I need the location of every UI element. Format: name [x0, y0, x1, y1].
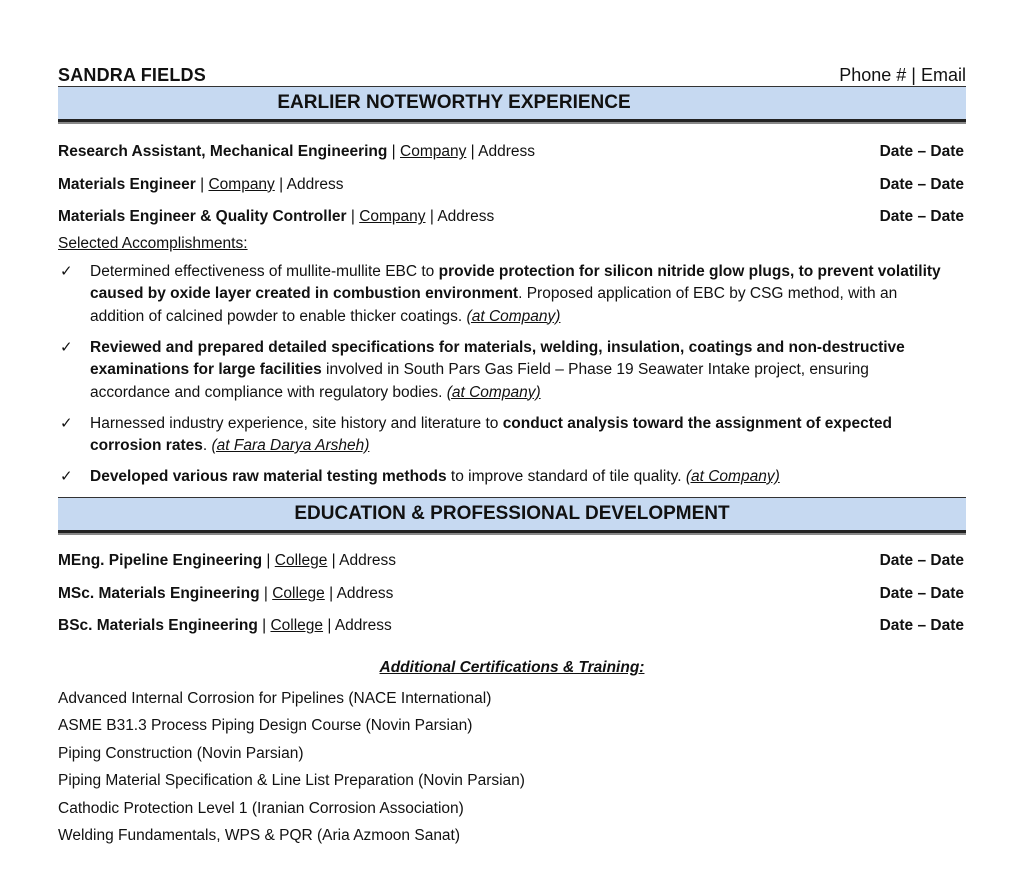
role-dates: Date – Date [879, 175, 964, 193]
college-link: College [272, 584, 325, 602]
resume-header [58, 60, 966, 86]
company-link: Company [359, 208, 426, 226]
degree-address: Address [336, 584, 394, 602]
role-row: Materials Engineer | Company | Address Date – Date [58, 175, 964, 193]
role-address: Address [478, 143, 536, 161]
company-link: Company [208, 175, 275, 193]
company-link: Company [400, 143, 467, 161]
degree-dates: Date – Date [879, 552, 964, 570]
candidate-name: SANDRA FIELDS [58, 65, 206, 85]
role-dates: Date – Date [879, 143, 964, 161]
checkmark-icon: ✓ [60, 468, 73, 485]
accomplishment-item: ✓ Developed various raw material testing methods to improve standard of tile quality. (at Company) [58, 466, 966, 489]
role-address: Address [437, 208, 495, 226]
role-title: Materials Engineer [58, 175, 196, 193]
section-title: EARLIER NOTEWORTHY EXPERIENCE [277, 92, 631, 113]
degree-row: MSc. Materials Engineering | College | Address Date – Date [58, 584, 964, 602]
accomplishments-label: Selected Accomplishments: [58, 234, 248, 252]
certifications-list [58, 685, 966, 850]
employer-reference: (at Company) [466, 307, 561, 325]
accomplishments-list [58, 261, 966, 489]
accomplishment-item: ✓ Determined effectiveness of mullite-mullite EBC to provide protection for silicon nitride glow plugs, to prevent volatility caused by oxide layer created in combustion environment. Proposed application of EBC by CSG method, with an addition of calcined powder to enable thicker coatings. (at Company) [60, 262, 941, 325]
certification-item: Cathodic Protection Level 1 (Iranian Corrosion Association) [58, 799, 464, 817]
certifications-title: Additional Certifications & Training: [379, 658, 645, 676]
role-title: Research Assistant, Mechanical Engineering [58, 143, 388, 161]
certification-item: ASME B31.3 Process Piping Design Course (Novin Parsian) [58, 717, 473, 734]
degree-dates: Date – Date [879, 617, 964, 635]
checkmark-icon: ✓ [60, 262, 73, 280]
role-dates: Date – Date [879, 208, 964, 226]
degree-title: BSc. Materials Engineering [58, 617, 258, 635]
section-header-education [58, 497, 966, 533]
accomplishment-item: ✓ Harnessed industry experience, site history and literature to conduct analysis toward the assignment of expected corrosion rates. (at Fara Darya Arsheh) [60, 414, 893, 454]
section-header-experience [58, 86, 966, 122]
degree-address: Address [339, 552, 396, 570]
degree-row: MEng. Pipeline Engineering | College | Address Date – Date [58, 552, 964, 570]
role-title: Materials Engineer & Quality Controller [58, 208, 347, 226]
section-title: EDUCATION & PROFESSIONAL DEVELOPMENT [294, 503, 730, 524]
experience-roles [58, 136, 966, 234]
degree-address: Address [334, 617, 392, 635]
college-link: College [274, 552, 328, 570]
certification-item: Piping Material Specification & Line List Preparation (Novin Parsian) [58, 772, 525, 789]
certification-item: Piping Construction (Novin Parsian) [58, 744, 304, 762]
checkmark-icon: ✓ [60, 338, 73, 356]
employer-reference: (at Fara Darya Arsheh) [211, 437, 370, 454]
checkmark-icon: ✓ [60, 414, 73, 432]
role-row: Materials Engineer & Quality Controller | Company | Address Date – Date [58, 208, 964, 226]
role-row: Research Assistant, Mechanical Engineering | Company | Address Date – Date [58, 143, 964, 161]
degree-title: MSc. Materials Engineering [58, 584, 260, 602]
degree-title: MEng. Pipeline Engineering [58, 552, 263, 570]
contact-info: Phone # | Email [839, 65, 966, 85]
certification-item: Welding Fundamentals, WPS & PQR (Aria Azmoon Sanat) [58, 827, 461, 844]
accomplishment-item: ✓ Reviewed and prepared detailed specifications for materials, welding, insulation, coatings and non-destructive examinations for large facilities involved in South Pars Gas Field – Phase 19 Seawater Intake project, ensuring accordance and compliance with regulatory bodies. (at Company) [60, 338, 905, 401]
degree-row: BSc. Materials Engineering | College | Address Date – Date [58, 617, 964, 635]
certification-item: Advanced Internal Corrosion for Pipelines (NACE International) [58, 689, 492, 707]
employer-reference: (at Company) [685, 468, 780, 485]
resume-page [58, 60, 966, 850]
education-degrees [58, 545, 966, 643]
employer-reference: (at Company) [446, 383, 541, 401]
role-address: Address [286, 175, 344, 193]
degree-dates: Date – Date [879, 584, 964, 602]
college-link: College [270, 617, 324, 635]
